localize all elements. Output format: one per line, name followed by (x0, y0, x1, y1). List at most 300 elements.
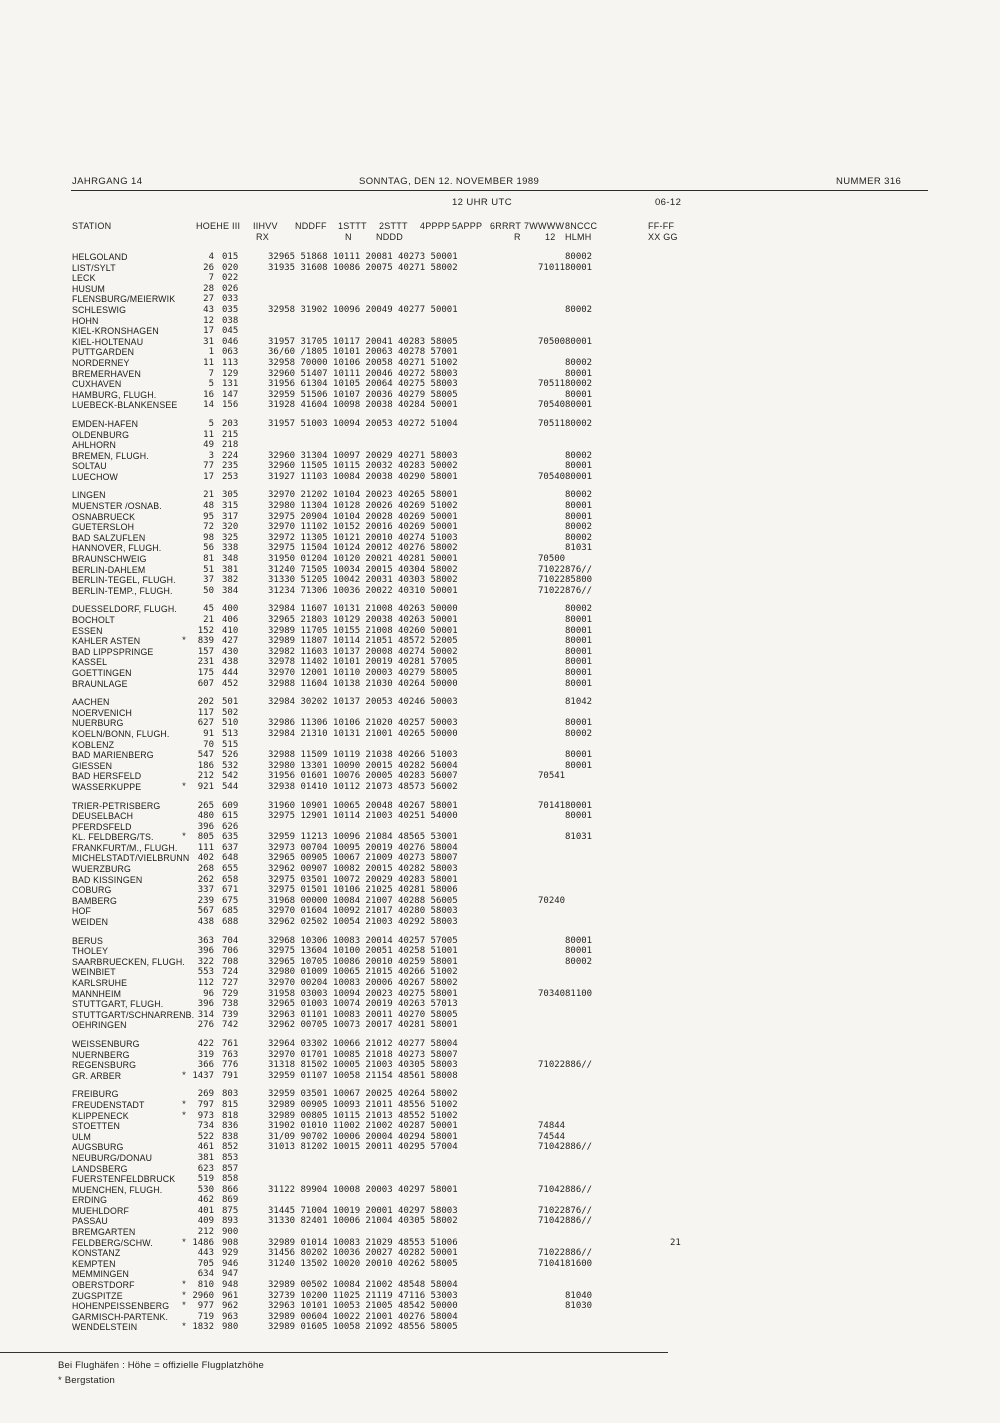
station-number: 609 (222, 800, 239, 811)
spacer (214, 1227, 222, 1238)
bergstation-marker (180, 1206, 188, 1217)
group-6rrrt-7wwww: 74544 (538, 1131, 566, 1142)
group-6rrrt-7wwww (538, 1312, 565, 1323)
hoehe-value: 11 (203, 429, 214, 440)
spacer (214, 575, 222, 586)
hoehe-value: 262 (197, 874, 214, 885)
spacer (214, 305, 222, 316)
ff-value (648, 1312, 952, 1323)
table-row (72, 782, 952, 793)
group-6rrrt-7wwww (538, 1195, 565, 1206)
ff-value (648, 896, 952, 907)
bergstation-marker (180, 864, 188, 875)
bergstation-marker (180, 326, 188, 337)
spacer (214, 1010, 222, 1021)
spacer (214, 554, 222, 565)
obs-groups (268, 1174, 538, 1185)
ff-value (648, 1020, 952, 1031)
spacer (214, 1132, 222, 1143)
station-number: 305 (222, 490, 239, 501)
spacer (214, 697, 222, 708)
station-table (72, 252, 952, 1333)
table-row (72, 347, 952, 358)
group-6rrrt-7wwww (538, 430, 565, 441)
group-8nccc (565, 822, 648, 833)
ff-value (648, 1269, 952, 1280)
group-6rrrt-7wwww (538, 1071, 565, 1082)
group-8nccc: 80002 (565, 522, 593, 533)
group-8nccc (565, 1227, 648, 1238)
station-number: 224 (222, 450, 239, 461)
table-row (72, 1121, 952, 1132)
obs-groups: 31/09 90702 10006 20004 40294 58001 (268, 1131, 458, 1142)
bergstation-marker (180, 1248, 188, 1259)
group-6rrrt-7wwww: 71022 (538, 1205, 566, 1216)
station-name: GUETERSLOH (72, 522, 135, 533)
ff-value (648, 586, 952, 597)
station-name: KOELN/BONN, FLUGH. (72, 728, 170, 739)
group-8nccc (565, 999, 648, 1010)
group-6rrrt-7wwww: 71041 (538, 1258, 566, 1269)
column-header-ff-ff: FF-FF (648, 221, 675, 231)
station-number: 761 (222, 1038, 239, 1049)
spacer (214, 430, 222, 441)
table-row (72, 294, 952, 305)
ff-value (648, 885, 952, 896)
group-8nccc: 80001 (565, 760, 593, 771)
bergstation-marker (180, 1050, 188, 1061)
station-name: EMDEN-HAFEN (72, 418, 139, 429)
spacer (214, 1206, 222, 1217)
station-name: NUERNBERG (72, 1049, 130, 1060)
ff-value (648, 326, 952, 337)
ff-value (648, 946, 952, 957)
spacer (214, 273, 222, 284)
bergstation-marker (180, 273, 188, 284)
table-row (72, 501, 952, 512)
hoehe-value: 91 (203, 728, 214, 739)
bergstation-marker (180, 657, 188, 668)
group-8nccc: 80002 (565, 728, 593, 739)
station-name: CUXHAVEN (72, 379, 122, 390)
bergstation-marker (180, 575, 188, 586)
bergstation-marker (180, 1153, 188, 1164)
ff-value (648, 906, 952, 917)
spacer (214, 801, 222, 812)
table-row (72, 626, 952, 637)
group-8nccc: 876// (565, 585, 593, 596)
table-row (72, 472, 952, 483)
station-number: 853 (222, 1152, 239, 1163)
column-header-r: R (514, 232, 521, 242)
hoehe-value: 402 (197, 853, 214, 864)
station-name: WEISSENBURG (72, 1038, 140, 1049)
footnote-flugplatzhoehe: Bei Flughäfen : Höhe = offizielle Flugplatzhöhe (58, 1360, 264, 1371)
spacer (214, 967, 222, 978)
table-row (72, 896, 952, 907)
hoehe-value: 4 (208, 252, 214, 262)
ff-value (648, 294, 952, 305)
station-name: KOBLENZ (72, 739, 115, 750)
station-number: 502 (222, 707, 239, 718)
hoehe-value: 634 (197, 1269, 214, 1280)
obs-groups: 31958 03003 10094 20023 40275 58001 (268, 988, 458, 999)
group-6rrrt-7wwww (538, 1238, 565, 1249)
station-number: 648 (222, 853, 239, 864)
station-name: BERUS (72, 935, 104, 946)
spacer (214, 604, 222, 615)
spacer (214, 379, 222, 390)
table-row (72, 967, 952, 978)
ff-value (648, 1185, 952, 1196)
column-header-2sttt: 2STTT (379, 221, 408, 231)
hoehe-value: 276 (197, 1020, 214, 1031)
hoehe-value: 337 (197, 885, 214, 896)
footnote-bergstation: * Bergstation (58, 1375, 115, 1386)
bergstation-marker (180, 472, 188, 483)
bergstation-marker (180, 801, 188, 812)
station-name: MANNHEIM (72, 988, 122, 999)
table-row (72, 978, 952, 989)
obs-groups: 32984 30202 10137 20053 40246 50003 (268, 697, 458, 708)
bergstation-marker (180, 946, 188, 957)
ff-value (648, 522, 952, 533)
ff-value (648, 1227, 952, 1238)
bergstation-marker (180, 885, 188, 896)
station-name: WASSERKUPPE (72, 781, 142, 792)
hoehe-value: 567 (197, 906, 214, 917)
spacer (214, 1111, 222, 1122)
hoehe-value: 396 (197, 999, 214, 1010)
station-number: 218 (222, 440, 239, 451)
station-name: THOLEY (72, 946, 109, 957)
hoehe-value: 462 (197, 1195, 214, 1206)
hoehe-value: 396 (197, 946, 214, 957)
station-number: 727 (222, 978, 239, 988)
spacer (214, 1291, 222, 1302)
station-name: WUERZBURG (72, 864, 132, 875)
station-number: 738 (222, 999, 239, 1010)
group-6rrrt-7wwww: 74844 (538, 1121, 566, 1132)
group-8nccc (565, 978, 648, 989)
group-8nccc: 81600 (565, 1258, 593, 1269)
bergstation-marker: * (182, 1300, 186, 1312)
ff-value (648, 451, 952, 462)
station-name: MEMMINGEN (72, 1269, 130, 1280)
obs-groups: 32989 00604 10022 21001 40276 58004 (268, 1311, 458, 1322)
group-6rrrt-7wwww (538, 440, 565, 451)
station-name: BERLIN-TEGEL, FLUGH. (72, 575, 176, 586)
station-name: PFERDSFELD (72, 821, 132, 832)
station-block-2 (72, 419, 952, 483)
ff-value (648, 1111, 952, 1122)
table-row (72, 989, 952, 1000)
table-row (72, 1259, 952, 1270)
ff-value (648, 1132, 952, 1143)
hoehe-value: 231 (197, 657, 214, 668)
group-8nccc: 80001 (565, 368, 593, 379)
station-name: KIEL-HOLTENAU (72, 336, 144, 347)
group-8nccc: 80001 (565, 471, 593, 482)
ff-value (648, 490, 952, 501)
ff-value (648, 875, 952, 886)
group-6rrrt-7wwww (538, 490, 565, 501)
obs-groups: 32973 00704 10095 20019 40276 58004 (268, 842, 458, 853)
hoehe-value: 17 (203, 326, 214, 337)
bergstation-marker (180, 294, 188, 305)
table-row (72, 461, 952, 472)
bergstation-marker (180, 708, 188, 719)
ff-value (648, 252, 952, 263)
bergstation-marker: * (182, 1069, 186, 1081)
station-name: LANDSBERG (72, 1163, 128, 1174)
hoehe-value: 623 (197, 1163, 214, 1174)
station-name: MUENCHEN, FLUGH. (72, 1184, 163, 1195)
group-8nccc: 80001 (565, 935, 593, 946)
spacer (214, 875, 222, 886)
hoehe-value: 77 (203, 461, 214, 472)
spacer (214, 1238, 222, 1249)
obs-groups: 32982 11603 10137 20008 40274 50002 (268, 646, 458, 657)
table-row (72, 917, 952, 928)
spacer (214, 843, 222, 854)
hoehe-value: 7 (208, 368, 214, 379)
bergstation-marker (180, 461, 188, 472)
group-8nccc (565, 1322, 648, 1333)
group-8nccc: 81040 (565, 1290, 593, 1301)
obs-groups: 31445 71004 10019 20001 40297 58003 (268, 1205, 458, 1216)
table-row (72, 936, 952, 947)
obs-groups (268, 1227, 538, 1238)
ff-value (648, 853, 952, 864)
group-6rrrt-7wwww (538, 1020, 565, 1031)
group-8nccc (565, 1010, 648, 1021)
ff-value (648, 1089, 952, 1100)
table-row (72, 252, 952, 263)
station-number: 338 (222, 543, 239, 554)
bergstation-marker (180, 379, 188, 390)
bergstation-marker (180, 1164, 188, 1175)
station-name: DEUSELBACH (72, 811, 134, 822)
station-number: 658 (222, 874, 239, 885)
station-number: 444 (222, 667, 239, 678)
group-6rrrt-7wwww: 71022 (538, 575, 566, 586)
station-name: BREMERHAVEN (72, 368, 141, 379)
bergstation-marker (180, 430, 188, 441)
table-row (72, 575, 952, 586)
obs-groups: 32975 12901 10114 21003 40251 54000 (268, 811, 458, 822)
ff-value: 21 (670, 1237, 681, 1248)
obs-groups: 31928 41604 10098 20038 40284 50001 (268, 400, 458, 411)
station-name: FLENSBURG/MEIERWIK (72, 294, 176, 305)
bergstation-marker: * (182, 1098, 186, 1110)
station-number: 325 (222, 532, 239, 543)
hoehe-value: 797 (197, 1099, 214, 1110)
station-name: NOERVENICH (72, 707, 132, 718)
group-6rrrt-7wwww: 70541 (538, 771, 566, 782)
station-number: 763 (222, 1049, 239, 1060)
hoehe-value: 70 (203, 739, 214, 750)
station-number: 381 (222, 564, 239, 575)
station-name: FUERSTENFELDBRUCK (72, 1174, 176, 1185)
station-number: 655 (222, 864, 239, 875)
spacer (214, 1050, 222, 1061)
station-name: ERDING (72, 1195, 108, 1206)
obs-groups: 32739 10200 11025 21119 47116 53003 (268, 1290, 458, 1301)
hoehe-value: 1 (208, 347, 214, 358)
obs-groups: 32980 01009 10065 21015 40266 51002 (268, 967, 458, 978)
bergstation-marker (180, 543, 188, 554)
station-name: BOCHOLT (72, 615, 115, 625)
column-header-rx: RX (256, 232, 270, 242)
ff-value (648, 1100, 952, 1111)
group-8nccc: 80001 (565, 636, 593, 647)
hoehe-value: 322 (197, 956, 214, 967)
ff-value (648, 999, 952, 1010)
hoehe-value: 3 (208, 450, 214, 461)
hoehe-value: 366 (197, 1060, 214, 1071)
spacer (214, 896, 222, 907)
column-header-12: 12 (545, 232, 556, 242)
station-number: 526 (222, 750, 239, 761)
ff-value (648, 1291, 952, 1302)
ff-value (648, 430, 952, 441)
spacer (214, 472, 222, 483)
obs-groups: 31013 81202 10015 20011 40295 57004 (268, 1142, 458, 1153)
column-header-hoehe: HOEHE (196, 221, 230, 231)
obs-groups: 32965 01003 10074 20019 40263 57013 (268, 999, 458, 1010)
spacer (214, 718, 222, 729)
obs-groups (268, 430, 538, 441)
group-8nccc: 80001 (565, 336, 593, 347)
bergstation-marker (180, 718, 188, 729)
station-name: MICHELSTADT/VIELBRUNN (72, 853, 190, 864)
spacer (214, 565, 222, 576)
bergstation-marker: * (182, 1236, 186, 1248)
station-name: TRIER-PETRISBERG (72, 800, 161, 811)
hoehe-value: 31 (203, 336, 214, 347)
table-row (72, 263, 952, 274)
station-name: LIST/SYLT (72, 262, 116, 273)
table-row (72, 1248, 952, 1259)
hoehe-value: 12 (203, 315, 214, 326)
ff-value (648, 369, 952, 380)
table-row (72, 853, 952, 864)
bergstation-marker (180, 999, 188, 1010)
obs-groups (268, 1153, 538, 1164)
table-row (72, 440, 952, 451)
group-8nccc: 876// (565, 1205, 593, 1216)
group-8nccc (565, 843, 648, 854)
obs-groups: 31960 10901 10065 20048 40267 58001 (268, 800, 458, 811)
hoehe-value: 152 (197, 625, 214, 636)
obs-groups: 32989 00805 10115 21013 48552 51002 (268, 1110, 458, 1121)
station-number: 235 (222, 461, 239, 472)
spacer (214, 316, 222, 327)
obs-groups: 32978 11402 10101 20019 40281 57005 (268, 657, 458, 668)
bergstation-marker (180, 316, 188, 327)
spacer (214, 615, 222, 626)
group-8nccc: 80002 (565, 490, 593, 501)
group-6rrrt-7wwww (538, 718, 565, 729)
spacer (214, 1089, 222, 1100)
group-6rrrt-7wwww (538, 782, 565, 793)
table-row (72, 1195, 952, 1206)
group-6rrrt-7wwww: 71011 (538, 262, 566, 273)
obs-groups: 31957 51003 10094 20053 40272 51004 (268, 418, 458, 429)
station-name: WEIDEN (72, 917, 109, 928)
group-8nccc: 80001 (565, 657, 593, 668)
group-8nccc (565, 1269, 648, 1280)
station-name: ZUGSPITZE (72, 1290, 123, 1301)
spacer (214, 1259, 222, 1270)
group-8nccc: 81100 (565, 988, 593, 999)
group-8nccc: 81042 (565, 697, 593, 708)
ff-value (648, 501, 952, 512)
spacer (214, 337, 222, 348)
obs-groups: 31968 00000 10084 21007 40288 56005 (268, 895, 458, 906)
table-row (72, 729, 952, 740)
spacer (214, 543, 222, 554)
hoehe-value: 734 (197, 1121, 214, 1132)
hoehe-value: 409 (197, 1216, 214, 1227)
group-8nccc: 80001 (565, 511, 593, 522)
bergstation-marker (180, 533, 188, 544)
spacer (214, 1280, 222, 1291)
station-name: SAARBRUECKEN, FLUGH. (72, 956, 185, 967)
obs-groups: 32975 03501 10072 20029 40283 58001 (268, 874, 458, 885)
station-name: BRAUNLAGE (72, 678, 128, 689)
station-number: 791 (222, 1070, 239, 1081)
group-8nccc (565, 1153, 648, 1164)
bergstation-marker: * (182, 1289, 186, 1301)
spacer (214, 729, 222, 740)
group-6rrrt-7wwww (538, 1291, 565, 1302)
hoehe-value: 175 (197, 667, 214, 678)
station-name: OLDENBURG (72, 429, 130, 440)
station-number: 852 (222, 1142, 239, 1153)
table-row (72, 284, 952, 295)
station-block-4 (72, 604, 952, 689)
table-row (72, 1060, 952, 1071)
obs-groups: 32988 11509 10119 21038 40266 51003 (268, 750, 458, 761)
hoehe-value: 21 (203, 490, 214, 501)
station-block-7 (72, 936, 952, 1031)
ff-value (648, 347, 952, 358)
spacer (214, 771, 222, 782)
obs-groups: 31318 81502 10005 21003 40305 58003 (268, 1060, 458, 1071)
ff-value (648, 936, 952, 947)
group-6rrrt-7wwww (538, 326, 565, 337)
table-row (72, 906, 952, 917)
group-8nccc: 80001 (565, 718, 593, 729)
column-headers (0, 221, 1000, 245)
group-6rrrt-7wwww: 71042 (538, 1142, 566, 1153)
ff-value (648, 957, 952, 968)
spacer (214, 390, 222, 401)
station-number: 980 (222, 1322, 239, 1333)
station-name: WEINBIET (72, 967, 116, 978)
issue-number: NUMMER 316 (836, 176, 902, 187)
group-6rrrt-7wwww (538, 636, 565, 647)
table-row (72, 1322, 952, 1333)
ff-value (648, 390, 952, 401)
ff-value (648, 1153, 952, 1164)
ff-value (648, 543, 952, 554)
spacer (214, 782, 222, 793)
hoehe-value: 268 (197, 864, 214, 875)
issue-date: SONNTAG, DEN 12. NOVEMBER 1989 (359, 176, 540, 187)
